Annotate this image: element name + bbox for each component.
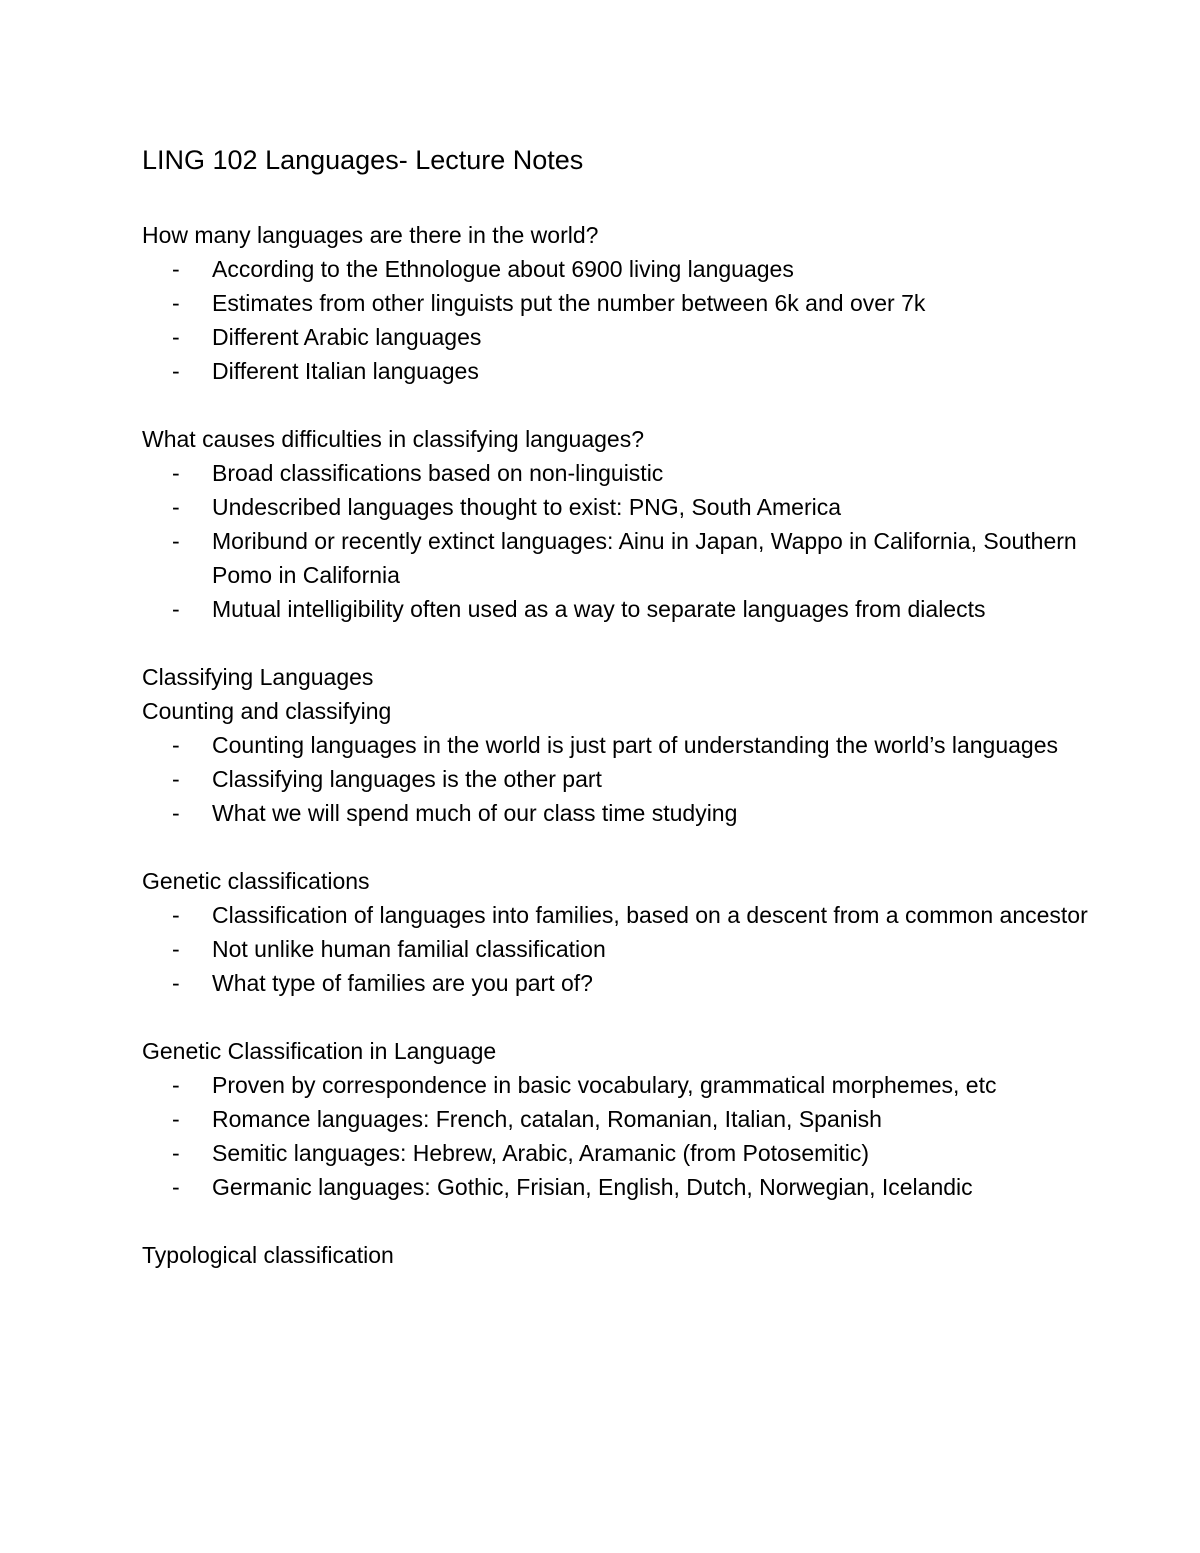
- bullet-list: [142, 252, 1102, 388]
- dash-bullet: -: [172, 766, 180, 792]
- list-item: [142, 796, 1102, 830]
- section-classification-difficulties: [142, 422, 1102, 626]
- list-item: [142, 320, 1102, 354]
- list-item: [142, 456, 1102, 490]
- dash-bullet: -: [172, 970, 180, 996]
- list-item: [142, 728, 1102, 762]
- dash-bullet: -: [172, 732, 180, 758]
- section-heading: Genetic Classification in Language: [142, 1038, 497, 1064]
- dash-bullet: -: [172, 324, 180, 350]
- list-item: [142, 354, 1102, 388]
- section-heading: What causes difficulties in classifying languages?: [142, 426, 645, 452]
- section-heading: How many languages are there in the world?: [142, 222, 599, 248]
- list-item-text: Romance languages: French, catalan, Romanian, Italian, Spanish: [212, 1106, 882, 1132]
- section-classifying-languages: [142, 660, 1102, 830]
- section-genetic-classifications: [142, 864, 1102, 1000]
- page-title: LING 102 Languages- Lecture Notes: [142, 145, 584, 175]
- list-item-text: Moribund or recently extinct languages: Ainu in Japan, Wappo in California, Southern Pomo in California: [212, 528, 1077, 588]
- list-item-text: Counting languages in the world is just part of understanding the world’s languages: [212, 732, 1059, 758]
- dash-bullet: -: [172, 596, 180, 622]
- dash-bullet: -: [172, 528, 180, 554]
- list-item: [142, 966, 1102, 1000]
- dash-bullet: -: [172, 1106, 180, 1132]
- list-item: [142, 252, 1102, 286]
- bullet-list: [142, 456, 1102, 626]
- dash-bullet: -: [172, 902, 180, 928]
- list-item: [142, 1068, 1102, 1102]
- list-item-text: Classification of languages into families, based on a descent from a common ancestor: [212, 902, 1088, 928]
- list-item-text: Mutual intelligibility often used as a way to separate languages from dialects: [212, 596, 986, 622]
- bullet-list: [142, 898, 1102, 1000]
- list-item-text: Classifying languages is the other part: [212, 766, 602, 792]
- list-item: [142, 592, 1102, 626]
- section-typological-classification: [142, 1238, 1102, 1272]
- list-item: [142, 490, 1102, 524]
- bullet-list: [142, 1068, 1102, 1204]
- list-item-text: Not unlike human familial classification: [212, 936, 606, 962]
- list-item: [142, 286, 1102, 320]
- list-item: [142, 1170, 1102, 1204]
- section-heading: Genetic classifications: [142, 868, 370, 894]
- list-item-text: Semitic languages: Hebrew, Arabic, Aramanic (from Potosemitic): [212, 1140, 870, 1166]
- list-item: [142, 762, 1102, 796]
- dash-bullet: -: [172, 936, 180, 962]
- document-page: [142, 140, 1102, 1306]
- list-item-text: What type of families are you part of?: [212, 970, 593, 996]
- section-heading: Typological classification: [142, 1242, 394, 1268]
- list-item-text: Estimates from other linguists put the number between 6k and over 7k: [212, 290, 926, 316]
- list-item: [142, 932, 1102, 966]
- list-item-text: Germanic languages: Gothic, Frisian, English, Dutch, Norwegian, Icelandic: [212, 1174, 973, 1200]
- section-subheading: Counting and classifying: [142, 698, 392, 724]
- bullet-list: [142, 728, 1102, 830]
- section-genetic-classification-language: [142, 1034, 1102, 1204]
- section-language-count: [142, 218, 1102, 388]
- list-item-text: What we will spend much of our class time studying: [212, 800, 738, 826]
- list-item: [142, 524, 1102, 592]
- dash-bullet: -: [172, 494, 180, 520]
- dash-bullet: -: [172, 290, 180, 316]
- dash-bullet: -: [172, 1140, 180, 1166]
- dash-bullet: -: [172, 800, 180, 826]
- dash-bullet: -: [172, 1072, 180, 1098]
- list-item: [142, 898, 1102, 932]
- dash-bullet: -: [172, 256, 180, 282]
- dash-bullet: -: [172, 460, 180, 486]
- list-item-text: Undescribed languages thought to exist: PNG, South America: [212, 494, 842, 520]
- list-item-text: Proven by correspondence in basic vocabulary, grammatical morphemes, etc: [212, 1072, 997, 1098]
- list-item-text: Broad classifications based on non-linguistic: [212, 460, 664, 486]
- section-heading: Classifying Languages: [142, 664, 374, 690]
- list-item: [142, 1136, 1102, 1170]
- list-item-text: According to the Ethnologue about 6900 living languages: [212, 256, 794, 282]
- list-item-text: Different Arabic languages: [212, 324, 482, 350]
- list-item-text: Different Italian languages: [212, 358, 479, 384]
- dash-bullet: -: [172, 1174, 180, 1200]
- list-item: [142, 1102, 1102, 1136]
- dash-bullet: -: [172, 358, 180, 384]
